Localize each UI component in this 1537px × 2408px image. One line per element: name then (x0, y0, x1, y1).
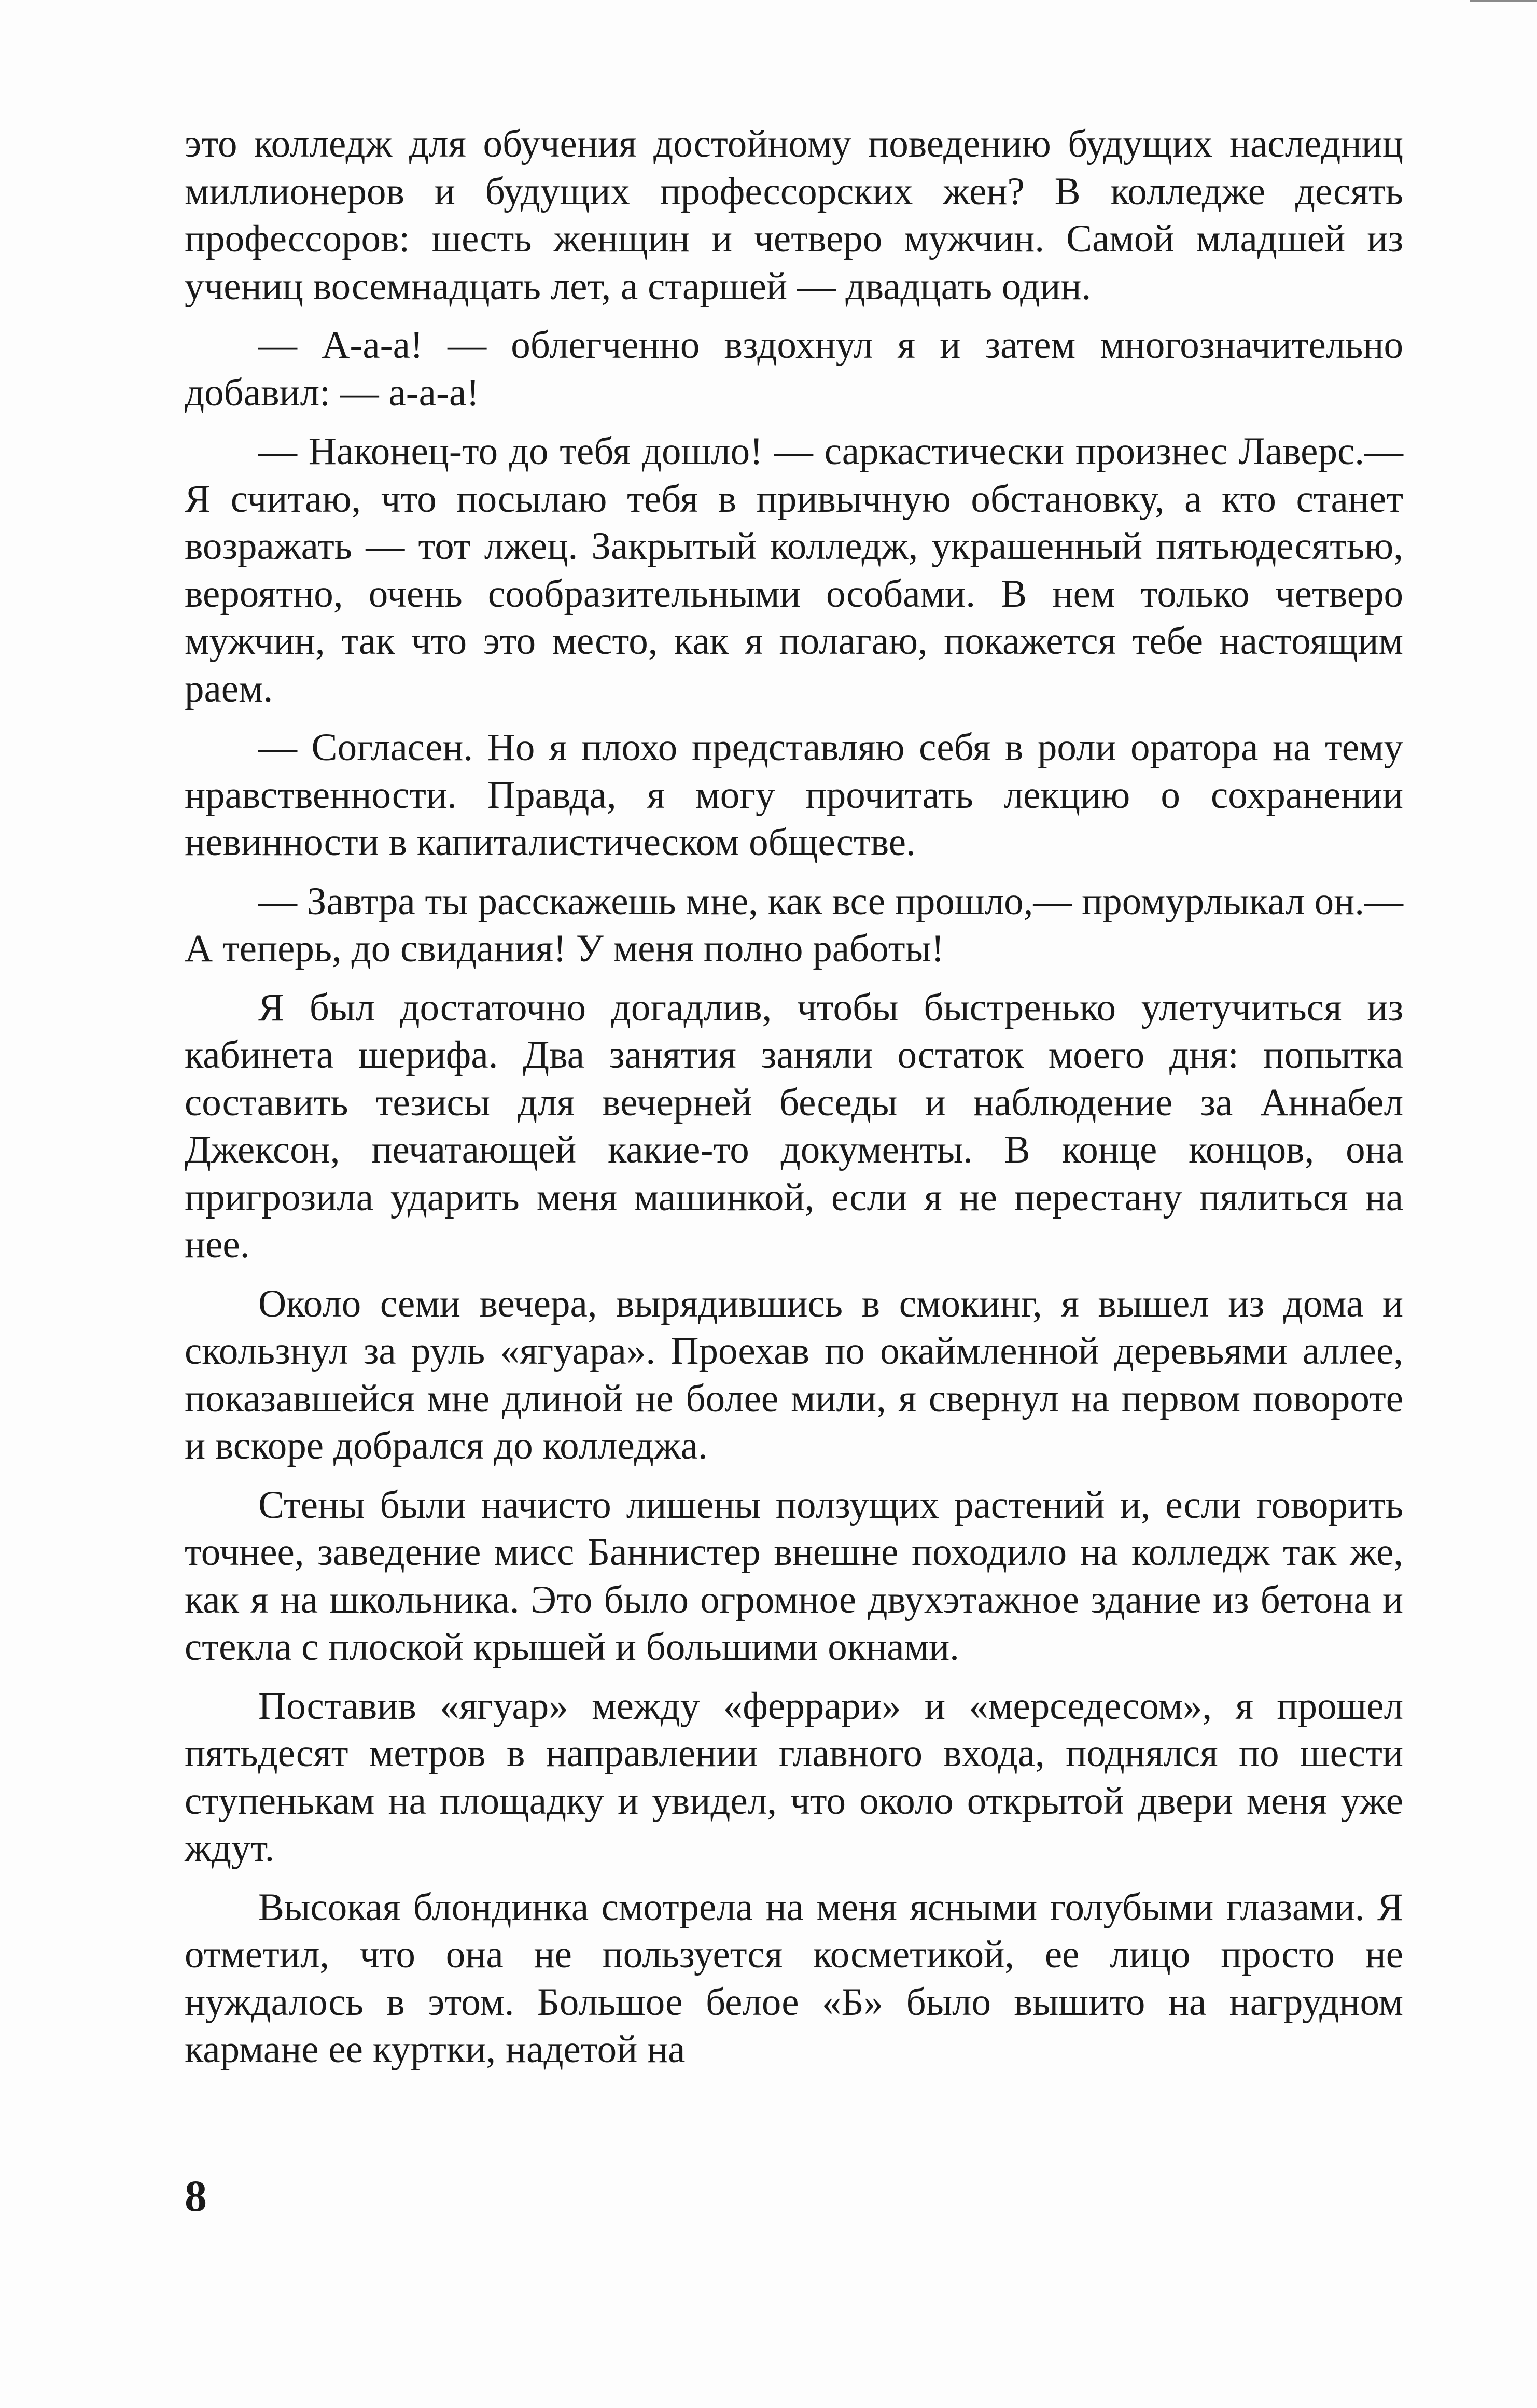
scan-edge-mark (1470, 0, 1537, 9)
page-body-text (185, 120, 1403, 2085)
paragraph-6: Я был достаточно догадлив, чтобы быстренько улетучиться из кабинета шерифа. Два занятия заняли остаток моего дня: попытка составить тезисы для вечерней беседы и наблюдение за Аннабел Джексон, печатающей какие-то документы. В конце концов, она пригрозила ударить меня машинкой, если я не перестану пялиться на нее. (185, 986, 1403, 1266)
paragraph-5: — Завтра ты расскажешь мне, как все прошло,— промурлыкал он.— А теперь, до свидания! У меня полно работы! (185, 879, 1403, 970)
paragraph-8: Стены были начисто лишены ползущих растений и, если говорить точнее, заведение мисс Баннистер внешне походило на колледж так же, как я на школьника. Это было огромное двухэтажное здание из бетона и стекла с плоской крышей и большими окнами. (185, 1483, 1403, 1669)
paragraph-1: это колледж для обучения достойному поведению будущих наследниц миллионеров и будущих профессорских жен? В колледже десять профессоров: шесть женщин и четверо мужчин. Самой младшей из учениц восемнадцать лет, а старшей — двадцать один. (185, 122, 1403, 308)
paragraph-7: Около семи вечера, вырядившись в смокинг, я вышел из дома и скользнул за руль «ягуара». Проехав по окаймленной деревьями аллее, показавшейся мне длиной не более мили, я свернул на первом повороте и вскоре добрался до колледжа. (185, 1282, 1403, 1467)
page-number: 8 (185, 2171, 207, 2221)
paragraph-2: — А-а-а! — облегченно вздохнул я и затем многозначительно добавил: — а-а-а! (185, 324, 1403, 414)
paragraph-9: Поставив «ягуар» между «феррари» и «мерседесом», я прошел пятьдесят метров в направлении главного входа, поднялся по шести ступенькам на площадку и увидел, что около открытой двери меня уже ждут. (185, 1684, 1403, 1870)
paragraph-3: — Наконец-то до тебя дошло! — саркастически произнес Лаверс.— Я считаю, что посылаю тебя в привычную обстановку, а кто станет возражать — тот лжец. Закрытый колледж, украшенный пятьюдесятью, вероятно, очень сообразительными особами. В нем только четверо мужчин, так что это место, как я полагаю, покажется тебе настоящим раем. (185, 430, 1403, 710)
paragraph-10: Высокая блондинка смотрела на меня ясными голубыми глазами. Я отметил, что она не пользуется косметикой, ее лицо просто не нуждалось в этом. Большое белое «Б» было вышито на нагрудном кармане ее куртки, надетой на (185, 1885, 1403, 2071)
paragraph-4: — Согласен. Но я плохо представляю себя в роли оратора на тему нравственности. Правда, я могу прочитать лекцию о сохранении невинности в капиталистическом обществе. (185, 726, 1403, 864)
